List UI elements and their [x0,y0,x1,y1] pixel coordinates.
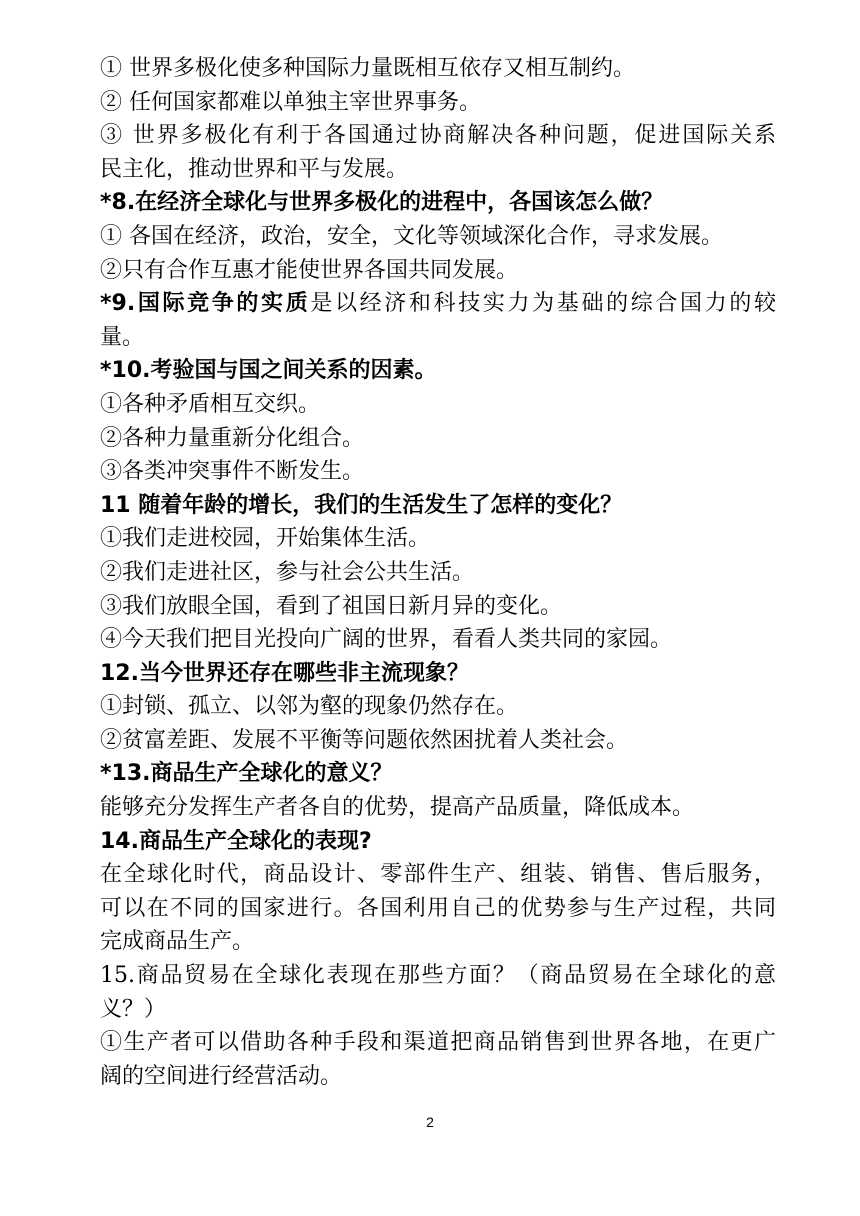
question-heading: 11 随着年龄的增长，我们的生活发生了怎样的变化？ [100,492,623,518]
bold-term: *9.国际竞争的实质 [100,291,311,317]
text-line: ③ 世界多极化有利于各国通过协商解决各种问题，促进国际关系 [100,123,776,149]
text-line: 完成商品生产。 [100,929,255,955]
text-line: ①封锁、孤立、以邻为壑的现象仍然存在。 [100,694,519,720]
text-line: ①生产者可以借助各种手段和渠道把商品销售到世界各地，在更广 [100,1030,776,1056]
text-line: 阔的空间进行经营活动。 [100,1063,343,1089]
text-line: 民主化，推动世界和平与发展。 [100,156,409,182]
text-line: ③各类冲突事件不断发生。 [100,459,365,485]
text-line: 量。 [100,324,145,350]
text-line: 能够充分发挥生产者各自的优势，提高产品质量，降低成本。 [100,795,695,821]
text-line: 在全球化时代，商品设计、零部件生产、组装、销售、售后服务， [100,862,776,888]
text-line: ① 世界多极化使多种国际力量既相互依存又相互制约。 [100,56,635,81]
document-page [100,52,776,1093]
question-heading: 15.商品贸易在全球化表现在那些方面？（商品贸易在全球化的意 [100,963,776,989]
text-line: 可以在不同的国家进行。各国利用自己的优势参与生产过程，共同 [100,895,776,921]
text-run: 是以经济和科技实力为基础的综合国力的较 [310,291,776,317]
question-heading: 14.商品生产全球化的表现? [100,828,372,854]
text-line: ④今天我们把目光投向广阔的世界，看看人类共同的家园。 [100,627,673,653]
page-number: 2 [426,1114,434,1130]
text-line: ① 各国在经济，政治，安全，文化等领域深化合作，寻求发展。 [100,223,723,249]
question-heading: 12.当今世界还存在哪些非主流现象？ [100,660,469,686]
text-line: 义？） [100,996,167,1022]
question-heading: *10.考验国与国之间关系的因素。 [100,358,437,384]
question-heading: *13.商品生产全球化的意义？ [100,761,393,787]
question-heading: *8.在经济全球化与世界多极化的进程中，各国该怎么做？ [100,190,664,216]
text-line: ①各种矛盾相互交织。 [100,391,321,417]
text-line: ③我们放眼全国，看到了祖国日新月异的变化。 [100,593,563,619]
text-line: ①我们走进校园，开始集体生活。 [100,526,431,552]
text-line: ②贫富差距、发展不平衡等问题依然困扰着人类社会。 [100,727,629,753]
text-line: ②只有合作互惠才能使世界各国共同发展。 [100,257,519,283]
text-line [100,287,776,321]
text-line: ②我们走进社区，参与社会公共生活。 [100,559,475,585]
text-line: ②各种力量重新分化组合。 [100,425,365,451]
text-line: ② 任何国家都难以单独主宰世界事务。 [100,89,481,115]
